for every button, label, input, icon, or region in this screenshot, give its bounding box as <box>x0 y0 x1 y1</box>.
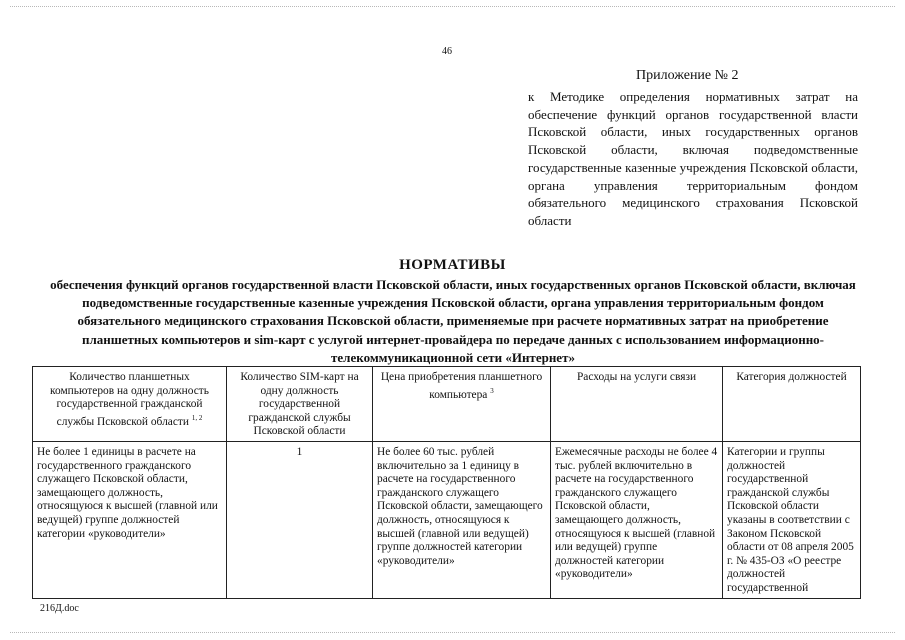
cell-position-category: Категории и группы должностей государственной гражданской службы Псковской области указаны в соответствии с Законом Псковской области от 08 апреля 2005 г. № 435-ОЗ «О реестре должностей государственной <box>723 441 861 598</box>
appendix-title: Приложение № 2 <box>636 68 739 83</box>
header-sim-cards-per-position <box>227 367 373 442</box>
footnote-marker-1-2: 1, 2 <box>191 413 203 422</box>
document-subtitle: обеспечения функций органов государственной власти Псковской области, иных государственных органов Псковской области, включая подведомственные государственные казенные учреждения Псковской области, органа управления территориальным фондом обязательного медицинского страхования Псковской области, применяемые при расчете нормативных затрат на приобретение планшетных компьютеров и sim-карт с услугой интернет-провайдера по передаче данных с использованием информационно-телекоммуникационной сети «Интернет» <box>50 277 856 365</box>
scan-edge-top <box>10 6 895 7</box>
file-name: 216Д.doc <box>40 603 79 614</box>
scan-edge-bottom <box>10 632 895 633</box>
table-row <box>33 441 861 598</box>
cell-tablets-quantity: Не более 1 единицы в расчете на государственного гражданского служащего Псковской области, замещающего должность, относящуюся к высшей (главной или ведущей) группе должностей категории «руководители» <box>33 441 227 598</box>
cell-sim-cards-quantity: 1 <box>227 441 373 598</box>
page-number: 46 <box>442 46 452 57</box>
header-tablets-per-position-label: Количество планшетных компьютеров на одну должность государственной гражданской службы Псковской области <box>50 371 209 428</box>
header-tablet-price-label: Цена приобретения планшетного компьютера <box>380 371 543 401</box>
header-position-category <box>723 367 861 442</box>
norms-table <box>32 366 861 599</box>
header-tablets-per-position <box>33 367 227 442</box>
cell-communication-costs: Ежемесячные расходы не более 4 тыс. рублей включительно в расчете на государственного гражданского служащего Псковской области, замещающего должность, относящуюся к высшей (главной или ведущей) группе должностей категории «руководители» <box>551 441 723 598</box>
document-title: НОРМАТИВЫ <box>399 257 506 273</box>
appendix-text: к Методике определения нормативных затрат на обеспечение функций органов государственной власти Псковской области, иных государственных органов Псковской области, включая подведомственные государственные казенные учреждения Псковской области, органа управления территориальным фондом обязательного медицинского страхования Псковской области <box>528 89 858 228</box>
header-communication-costs <box>551 367 723 442</box>
footnote-marker-3: 3 <box>490 386 494 395</box>
cell-tablet-price: Не более 60 тыс. рублей включительно за 1 единицу в расчете на государственного гражданского служащего Псковской области, замещающего должность, относящуюся к высшей (главной или ведущей) группе должностей категории «руководители» <box>373 441 551 598</box>
header-sim-cards-per-position-label: Количество SIM-карт на одну должность государственной гражданской службы Псковской области <box>240 371 359 438</box>
header-communication-costs-label: Расходы на услуги связи <box>576 371 697 383</box>
table-header-row <box>33 367 861 442</box>
header-tablet-price <box>373 367 551 442</box>
header-position-category-label: Категория должностей <box>736 371 847 383</box>
